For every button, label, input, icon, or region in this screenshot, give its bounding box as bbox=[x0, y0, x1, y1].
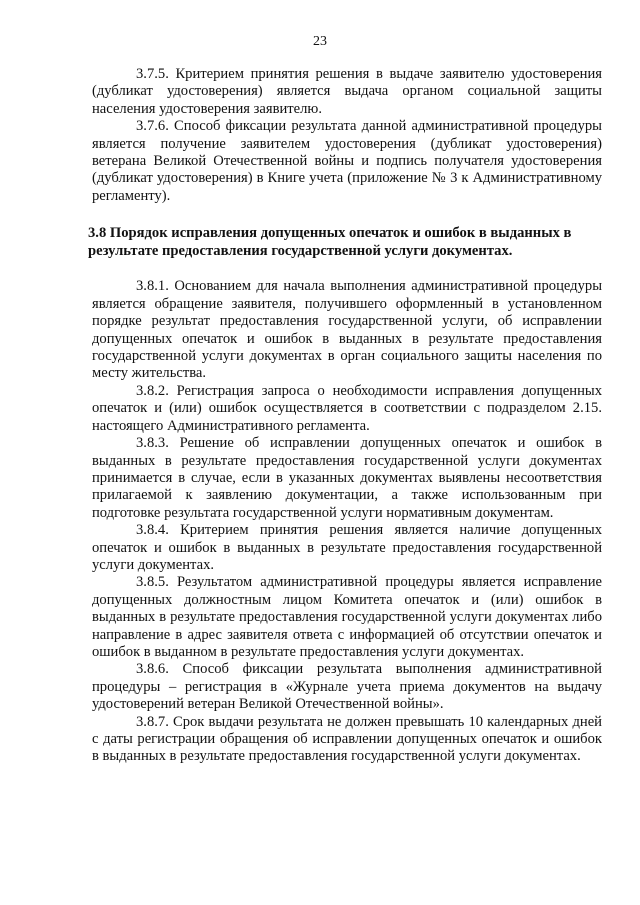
paragraph-3-8-3: 3.8.3. Решение об исправлении допущенных опечаток и ошибок в выданных в результате предоставления государственной услуги документах принимается в случае, если в указанных документах выявлены несоответствия прилагаемой к заявлению документации, а также использованным при подготовке результата государственной услуги нормативным документам. bbox=[92, 435, 602, 521]
document-body bbox=[88, 66, 602, 766]
paragraph-3-8-6: 3.8.6. Способ фиксации результата выполнения административной процедуры – регистрация в «Журнале учета приема документов на выдачу удостоверений ветеран Великой Отечественной войны». bbox=[92, 661, 602, 713]
paragraph-3-8-1: 3.8.1. Основанием для начала выполнения административной процедуры является обращение заявителя, получившего оформленный в установленном порядке результат предоставления государственной услуги, об исправлении допущенных опечаток и ошибок в выданных в результате предоставления государственной услуги документах в орган социального защиты населения по месту жительства. bbox=[92, 278, 602, 382]
paragraph-3-7-6: 3.7.6. Способ фиксации результата данной административной процедуры является получение заявителем удостоверения (дубликат удостоверения) ветерана Великой Отечественной войны и подпись получателя удостоверения (дубликат удостоверения) в Книге учета (приложение № 3 к Административному регламенту). bbox=[92, 118, 602, 204]
section-heading-3-8: 3.8 Порядок исправления допущенных опечаток и ошибок в выданных в результате предоставления государственной услуги документах. bbox=[88, 225, 572, 259]
paragraph-3-7-5: 3.7.5. Критерием принятия решения в выдаче заявителю удостоверения (дубликат удостоверения) является выдача органом социальной защиты населения удостоверения заявителю. bbox=[92, 66, 602, 117]
paragraph-3-8-4: 3.8.4. Критерием принятия решения является наличие допущенных опечаток и ошибок в выданных в результате предоставления государственной услуги документах. bbox=[92, 522, 602, 573]
paragraph-3-8-7: 3.8.7. Срок выдачи результата не должен превышать 10 календарных дней с даты регистрации обращения об исправлении допущенных опечаток и ошибок в выданных в результате предоставления государственной услуги документах. bbox=[92, 713, 602, 765]
paragraph-3-8-2: 3.8.2. Регистрация запроса о необходимости исправления допущенных опечаток и (или) ошибок осуществляется в соответствии с подразделом 2.15. настоящего Административного регламента. bbox=[92, 382, 602, 434]
paragraph-3-8-5: 3.8.5. Результатом административной процедуры является исправление допущенных должностным лицом Комитета опечаток и (или) ошибок в выданных в результате предоставления государственной услуги документах либо направление в адрес заявителя ответа с информацией об отсутствии опечаток и ошибок в выданном в результате предоставления услуги документах. bbox=[92, 574, 602, 660]
page-number: 23 bbox=[313, 34, 327, 49]
